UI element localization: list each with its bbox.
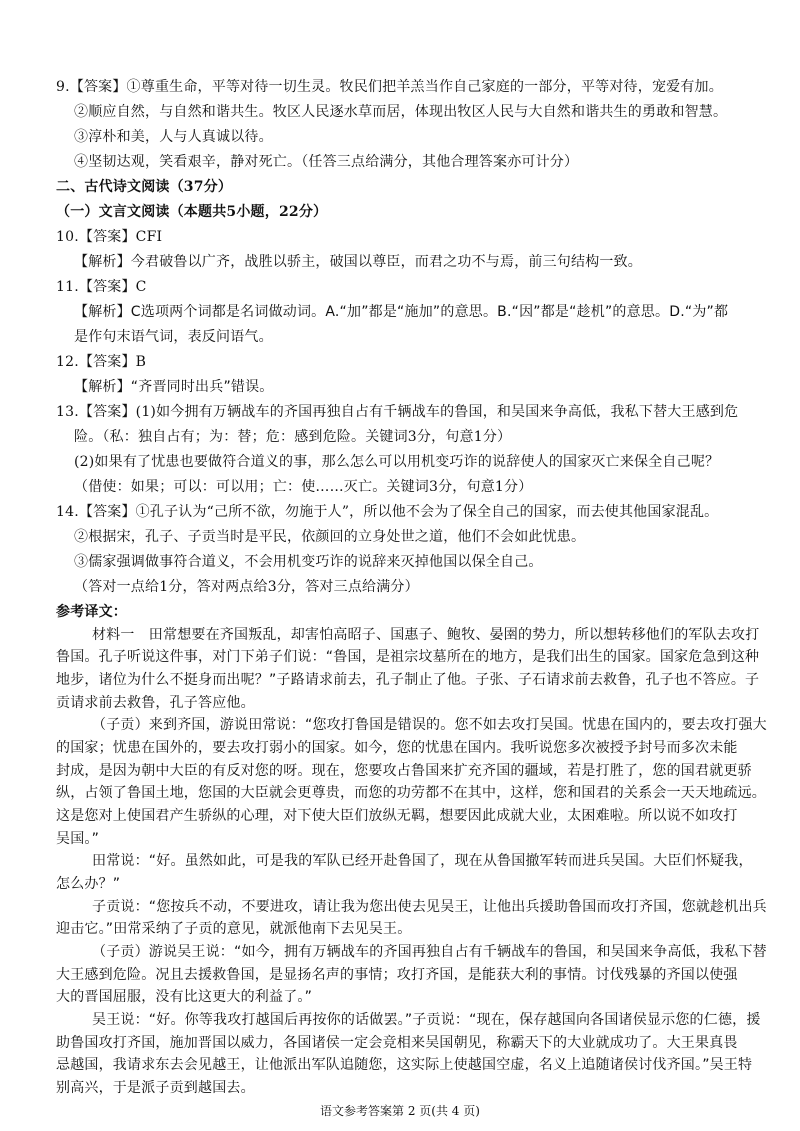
translation-line: 封成，是因为朝中大臣的有反对您的呀。现在，您要攻占鲁国来扩充齐国的疆域，若是打胜了，您的国君就更骄: [56, 762, 752, 779]
q14-line-3: ③儒家强调做事符合道义，不会用机变巧诈的说辞来灭掉他国以保全自己。: [74, 554, 543, 570]
translation-line: 材料一 田常想要在齐国叛乱，却害怕高昭子、国惠子、鲍牧、晏圉的势力，所以想转移他们的军队去攻打: [92, 626, 760, 643]
translation-line: 怎么办？”: [56, 876, 121, 892]
q12-explanation: 【解析】“齐晋同时出兵”错误。: [74, 379, 274, 395]
translation-line: 纵，占领了鲁国土地，您国的大臣就会更尊贵，而您的功劳都不在其中，这样，您和国君的关系会一天天地疏远。: [56, 785, 766, 802]
translation-line: 鲁国。孔子听说这件事，对门下弟子们说：“鲁国，是祖宗坟墓所在的地方，是我们出生的国家。国家危急到这种: [56, 649, 760, 666]
page-footer: 语文参考答案第 2 页(共 4 页): [320, 1104, 480, 1118]
translation-line: 迎击它。”田常采纳了子贡的意见，就派他南下去见吴王。: [56, 921, 412, 938]
subsection-title: （一）文言文阅读（本题共5小题，22分）: [56, 204, 328, 220]
translation-line: 助鲁国攻打齐国，施加晋国以威力，各国诸侯一定会竞相来吴国朝见，称霸天下的大业就成功了。大王果真畏: [56, 1034, 738, 1051]
q12-answer: 12.【答案】B: [56, 354, 147, 370]
q13-line-2: 险。（私：独自占有；为：替；危：感到危险。关键词3分，句意1分）: [74, 429, 512, 445]
q13-line-3: (2)如果有了忧患也要做符合道义的事，那么怎么可以用机变巧诈的说辞使人的国家灭亡来保全自己呢？: [74, 454, 720, 470]
translation-line: 大的晋国屈服，没有比这更大的利益了。”: [56, 989, 313, 1006]
translation-line: （子贡）来到齐国，游说田常说：“您攻打鲁国是错误的。您不如去攻打吴国。忧患在国内的，要去攻打强大: [92, 717, 767, 734]
q10-answer: 10.【答案】CFI: [56, 229, 163, 245]
q9-line-3: ③淳朴和美，人与人真诚以待。: [74, 129, 273, 145]
translation-line: 田常说：“好。虽然如此，可是我的军队已经开赴鲁国了，现在从鲁国撤军转而进兵吴国。大臣们怀疑我，: [92, 853, 753, 870]
translation-line: 地步，诸位为什么不挺身而出呢？”子路请求前去，孔子制止了他。子张、子石请求前去救鲁，孔子也不答应。子: [56, 672, 760, 688]
q9-line-1: 9.【答案】①尊重生命，平等对待一切生灵。牧民们把羊羔当作自己家庭的一部分，平等对待，宠爱有加。: [56, 79, 723, 95]
translation-line: （子贡）游说吴王说：“如今，拥有万辆战车的齐国再独自占有千辆战车的鲁国，和吴国来争高低，我私下替: [92, 944, 767, 960]
translation-line: 别高兴，于是派子贡到越国去。: [56, 1080, 255, 1096]
translation-line: 贡请求前去救鲁，孔子答应他。: [56, 694, 255, 711]
q13-line-1: 13.【答案】(1)如今拥有万辆战车的齐国再独自占有千辆战车的鲁国，和吴国来争高低，我私下替大王感到危: [56, 404, 739, 420]
translation-line: 的国家；忧患在国外的，要去攻打弱小的国家。如今，您的忧患在国内。我听说您多次被授予封号而多次未能: [56, 740, 738, 756]
q9-line-2: ②顺应自然，与自然和谐共生。牧区人民逐水草而居，体现出牧区人民与大自然和谐共生的勇敢和智慧。: [74, 104, 728, 120]
translation-title: 参考译文：: [56, 604, 127, 620]
translation-line: 吴王说：“好。你等我攻打越国后再按你的话做罢。”子贡说：“现在，保存越国向各国诸侯显示您的仁德，援: [92, 1012, 761, 1028]
q11-answer: 11.【答案】C: [56, 279, 147, 295]
translation-line: 子贡说：“您按兵不动，不要进攻，请让我为您出使去见吴王，让他出兵援助鲁国而攻打齐国，您就趁机出兵: [92, 898, 767, 915]
q10-explanation: 【解析】今君破鲁以广齐，战胜以骄主，破国以尊臣，而君之功不与焉，前三句结构一致。: [74, 254, 642, 270]
section-title: 二、古代诗文阅读（37分）: [56, 179, 233, 195]
q14-line-2: ②根据宋，孔子、子贡当时是平民，依颜回的立身处世之道，他们不会如此忧患。: [74, 529, 586, 545]
q11-explanation-2: 是作句末语气词，表反问语气。: [74, 329, 273, 345]
q13-line-4: （借使：如果；可以：可以用；亡：使……灭亡。关键词3分，句意1分）: [74, 479, 533, 495]
translation-line: 大王感到危险。况且去援救鲁国，是显扬名声的事情；攻打齐国，是能获大利的事情。讨伐残暴的齐国以使强: [56, 966, 738, 983]
q14-line-1: 14.【答案】①孔子认为“己所不欲，勿施于人”，所以他不会为了保全自己的国家，而去使其他国家混乱。: [56, 504, 719, 520]
translation-line: 这是您对上使国君产生骄纵的心理，对下使大臣们放纵无羁，想要因此成就大业，太困难啦。所以说不如攻打: [56, 808, 738, 824]
q11-explanation-1: 【解析】C选项两个词都是名词做动词。A.“加”都是“施加”的意思。B.“因”都是“趁机”的意思。D.“为”都: [74, 304, 729, 320]
q14-line-4: （答对一点给1分，答对两点给3分，答对三点给满分）: [74, 579, 419, 595]
translation-line: 吴国。”: [56, 830, 100, 847]
translation-line: 忌越国，我请求东去会见越王，让他派出军队追随您，这实际上使越国空虚，名义上追随诸侯讨伐齐国。”吴王特: [56, 1057, 753, 1074]
q9-line-4: ④坚韧达观，笑看艰辛，静对死亡。（任答三点给满分，其他合理答案亦可计分）: [74, 154, 579, 170]
